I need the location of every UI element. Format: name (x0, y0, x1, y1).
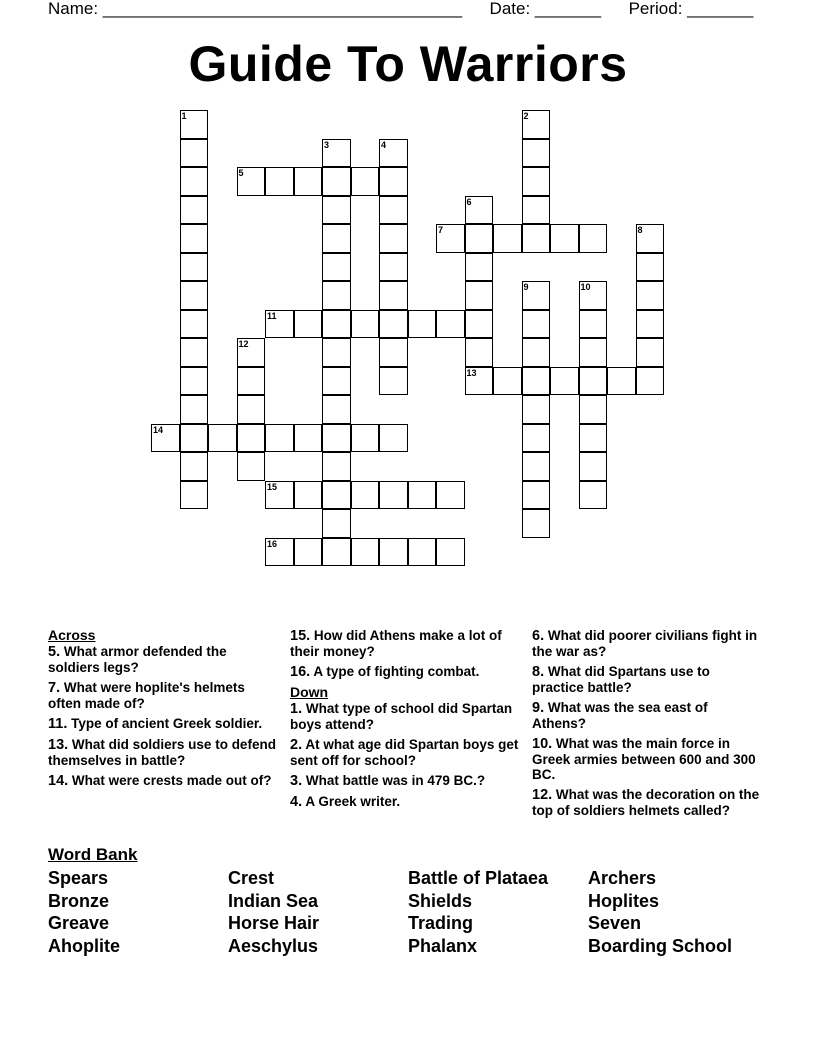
clue-text: A Greek writer. (302, 794, 401, 809)
cell-number: 6 (466, 196, 472, 207)
clue-text: What did poorer civilians fight in the war as? (532, 628, 758, 659)
crossword-cell[interactable] (180, 424, 209, 453)
clue-text: What were hoplite's helmets often made of? (48, 680, 245, 711)
clue-text: What were crests made out of? (68, 773, 272, 788)
crossword-cell[interactable] (322, 452, 351, 481)
cell-number: 10 (580, 282, 591, 292)
crossword-cell[interactable] (408, 310, 437, 339)
down-clue (532, 664, 764, 695)
crossword-cell[interactable] (208, 424, 237, 453)
crossword-cell[interactable] (379, 424, 408, 453)
crossword-cell[interactable] (579, 395, 608, 424)
word-bank-word: Spears (48, 868, 109, 888)
crossword-cell[interactable] (379, 367, 408, 396)
cell-number: 13 (466, 367, 477, 378)
crossword-cell[interactable] (322, 253, 351, 282)
across-clue (48, 737, 280, 768)
crossword-cell[interactable] (636, 310, 665, 339)
word-bank-word: Bronze (48, 890, 110, 911)
crossword-cell[interactable] (294, 481, 323, 510)
crossword-cell[interactable] (180, 310, 209, 339)
crossword-cell[interactable] (379, 310, 408, 339)
crossword-cell[interactable] (579, 338, 608, 367)
cell-number: 12 (238, 339, 249, 349)
crossword-cell[interactable] (322, 310, 351, 339)
crossword-cell[interactable] (265, 167, 294, 196)
crossword-cell[interactable] (522, 167, 551, 196)
down-heading: Down (290, 684, 329, 700)
clue-text: What armor defended the soldiers legs? (48, 644, 227, 675)
crossword-cell[interactable] (522, 395, 551, 424)
cell-number: 11 (267, 310, 277, 321)
crossword-cell[interactable] (522, 509, 551, 538)
crossword-cell[interactable] (180, 452, 209, 481)
crossword-cell[interactable] (180, 196, 209, 225)
down-clue (290, 773, 522, 789)
crossword-cell[interactable] (180, 224, 209, 253)
crossword-cell[interactable] (436, 310, 465, 339)
crossword-cell[interactable] (550, 367, 579, 396)
clue-number: 6. (532, 628, 545, 644)
crossword-cell[interactable] (522, 196, 551, 225)
word-bank-word: Battle of Plataea (408, 868, 549, 888)
across-clue (48, 773, 280, 789)
crossword-cell[interactable] (180, 338, 209, 367)
crossword-cell[interactable] (180, 281, 209, 310)
crossword-cell[interactable] (522, 424, 551, 453)
crossword-cell[interactable] (237, 395, 266, 424)
across-heading: Across (48, 627, 96, 643)
crossword-cell[interactable] (465, 281, 494, 310)
crossword-cell[interactable] (294, 538, 323, 567)
crossword-cell[interactable] (322, 281, 351, 310)
clue-number: 1. (290, 701, 303, 717)
crossword-cell[interactable] (522, 224, 551, 253)
crossword-cell[interactable] (237, 452, 266, 481)
clue-number: 9. (532, 700, 545, 716)
crossword-cell[interactable] (379, 253, 408, 282)
cell-number: 15 (267, 481, 278, 492)
word-bank-word: Archers (588, 868, 657, 888)
crossword-cell[interactable] (408, 481, 437, 510)
crossword-cell[interactable] (579, 452, 608, 481)
crossword-cell[interactable] (522, 481, 551, 510)
down-clue (532, 736, 764, 782)
page-title: Guide To Warriors (188, 36, 628, 92)
word-bank-word: Crest (228, 868, 275, 888)
clue-number: 12. (532, 787, 553, 803)
crossword-cell[interactable] (636, 338, 665, 367)
crossword-cell[interactable] (351, 424, 380, 453)
crossword-cell[interactable] (579, 367, 608, 396)
crossword-cell[interactable] (322, 538, 351, 567)
crossword-cell[interactable] (636, 367, 665, 396)
clue-text: What was the main force in Greek armies between 600 and 300 BC. (532, 736, 756, 782)
down-clue-list (290, 701, 522, 810)
clue-number: 11. (48, 716, 68, 732)
clue-number: 15. (290, 628, 311, 644)
date-field-label[interactable]: Date: _______ (489, 0, 602, 18)
word-bank-word: Ahoplite (48, 935, 120, 956)
crossword-cell[interactable] (379, 196, 408, 225)
crossword-cell[interactable] (408, 538, 437, 567)
clue-number: 4. (290, 794, 303, 810)
word-bank-word: Indian Sea (228, 890, 319, 911)
crossword-cell[interactable] (436, 481, 465, 510)
clue-number: 3. (290, 773, 303, 789)
clue-text: What battle was in 479 BC.? (302, 773, 486, 788)
crossword-cell[interactable] (237, 367, 266, 396)
clue-text: How did Athens make a lot of their money? (290, 628, 502, 659)
down-clue (532, 700, 764, 731)
crossword-cell[interactable] (351, 538, 380, 567)
clue-text: What did soldiers use to defend themselves in battle? (48, 737, 276, 768)
crossword-cell[interactable] (322, 367, 351, 396)
clue-text: What did Spartans use to practice battle? (532, 664, 710, 695)
crossword-cell[interactable] (522, 367, 551, 396)
crossword-cell[interactable] (579, 481, 608, 510)
crossword-cell[interactable] (379, 281, 408, 310)
across-clue-list (48, 644, 280, 789)
crossword-cell[interactable] (180, 367, 209, 396)
cell-number: 1 (181, 111, 187, 121)
across-clue (48, 644, 280, 675)
word-bank-word: Greave (48, 913, 110, 933)
crossword-cell[interactable] (180, 395, 209, 424)
clues-column-2 (290, 628, 522, 815)
word-bank-heading: Word Bank (48, 845, 138, 864)
clue-text: What was the sea east of Athens? (532, 700, 708, 731)
across-clue (290, 664, 522, 680)
word-bank-word: Trading (408, 913, 474, 933)
crossword-cell[interactable] (465, 253, 494, 282)
crossword-cell[interactable] (379, 538, 408, 567)
crossword-cell[interactable] (493, 367, 522, 396)
clues-column-1 (48, 628, 280, 794)
clues-column-3 (532, 628, 764, 823)
crossword-cell[interactable] (379, 224, 408, 253)
crossword-cell[interactable] (636, 253, 665, 282)
down-clue (290, 794, 522, 810)
clue-number: 8. (532, 664, 545, 680)
crossword-cell[interactable] (294, 167, 323, 196)
crossword-cell[interactable] (322, 395, 351, 424)
down-clue (532, 628, 764, 659)
clue-number: 5. (48, 644, 61, 660)
period-field-label[interactable]: Period: _______ (628, 0, 754, 18)
cell-number: 5 (238, 168, 244, 178)
clue-text: A type of fighting combat. (310, 664, 480, 679)
clue-number: 10. (532, 736, 553, 752)
crossword-cell[interactable] (237, 424, 266, 453)
crossword-cell[interactable] (322, 196, 351, 225)
crossword-cell[interactable] (294, 310, 323, 339)
crossword-cell[interactable] (436, 538, 465, 567)
clue-number: 7. (48, 680, 61, 696)
across-clue (290, 628, 522, 659)
crossword-cell[interactable] (322, 167, 351, 196)
crossword-cell[interactable] (579, 424, 608, 453)
crossword-cell[interactable] (465, 310, 494, 339)
word-bank-word: Horse Hair (228, 913, 320, 933)
crossword-cell[interactable] (493, 224, 522, 253)
crossword-cell[interactable] (180, 253, 209, 282)
down-clue (532, 787, 764, 818)
across-clue (48, 716, 280, 732)
crossword-cell[interactable] (180, 481, 209, 510)
clue-text: At what age did Spartan boys get sent off for school? (290, 737, 519, 768)
crossword-cell[interactable] (465, 224, 494, 253)
crossword-cell[interactable] (379, 338, 408, 367)
crossword-cell[interactable] (579, 224, 608, 253)
crossword-cell[interactable] (322, 481, 351, 510)
cell-number: 8 (637, 225, 643, 235)
down-clue-list-cont (532, 628, 764, 818)
word-bank-word: Aeschylus (228, 935, 319, 956)
cell-number: 14 (153, 424, 164, 435)
crossword-cell[interactable] (351, 481, 380, 510)
crossword-cell[interactable] (379, 167, 408, 196)
crossword-cell[interactable] (322, 509, 351, 538)
across-clue (48, 680, 280, 711)
crossword-cell[interactable] (607, 367, 636, 396)
crossword-cell[interactable] (522, 452, 551, 481)
crossword-cell[interactable] (465, 338, 494, 367)
crossword-cell[interactable] (351, 310, 380, 339)
crossword-cell[interactable] (522, 338, 551, 367)
clue-number: 13. (48, 737, 69, 753)
crossword-cell[interactable] (180, 139, 209, 168)
clue-text: Type of ancient Greek soldier. (67, 716, 263, 731)
cell-number: 3 (324, 139, 330, 150)
clue-number: 2. (290, 737, 303, 753)
clue-text: What type of school did Spartan boys attend? (290, 701, 513, 732)
word-bank-word: Shields (408, 890, 473, 911)
down-clue (290, 701, 522, 732)
clue-number: 16. (290, 664, 311, 680)
crossword-cell[interactable] (522, 139, 551, 168)
crossword-cell[interactable] (294, 424, 323, 453)
crossword-cell[interactable] (322, 424, 351, 453)
word-bank-word: Boarding School (588, 935, 732, 956)
across-clue-list-cont (290, 628, 522, 680)
word-bank-word: Hoplites (588, 890, 660, 911)
crossword-cell[interactable] (322, 224, 351, 253)
cell-number: 16 (267, 538, 278, 549)
cell-number: 7 (438, 225, 444, 235)
clue-text: What was the decoration on the top of soldiers helmets called? (532, 787, 760, 818)
word-bank-word: Phalanx (408, 935, 478, 956)
cell-number: 9 (523, 282, 529, 292)
crossword-cell[interactable] (180, 167, 209, 196)
cell-number: 2 (523, 111, 529, 121)
crossword-cell[interactable] (322, 338, 351, 367)
cell-number: 4 (381, 139, 387, 150)
crossword-cell[interactable] (550, 224, 579, 253)
crossword-cell[interactable] (379, 481, 408, 510)
crossword-cell[interactable] (522, 310, 551, 339)
crossword-cell[interactable] (351, 167, 380, 196)
crossword-cell[interactable] (636, 281, 665, 310)
down-clue (290, 737, 522, 768)
word-bank-word: Seven (588, 913, 642, 933)
crossword-cell[interactable] (579, 310, 608, 339)
name-field-label[interactable]: Name: ______________________________________ (48, 0, 463, 18)
clue-number: 14. (48, 773, 69, 789)
crossword-cell[interactable] (265, 424, 294, 453)
